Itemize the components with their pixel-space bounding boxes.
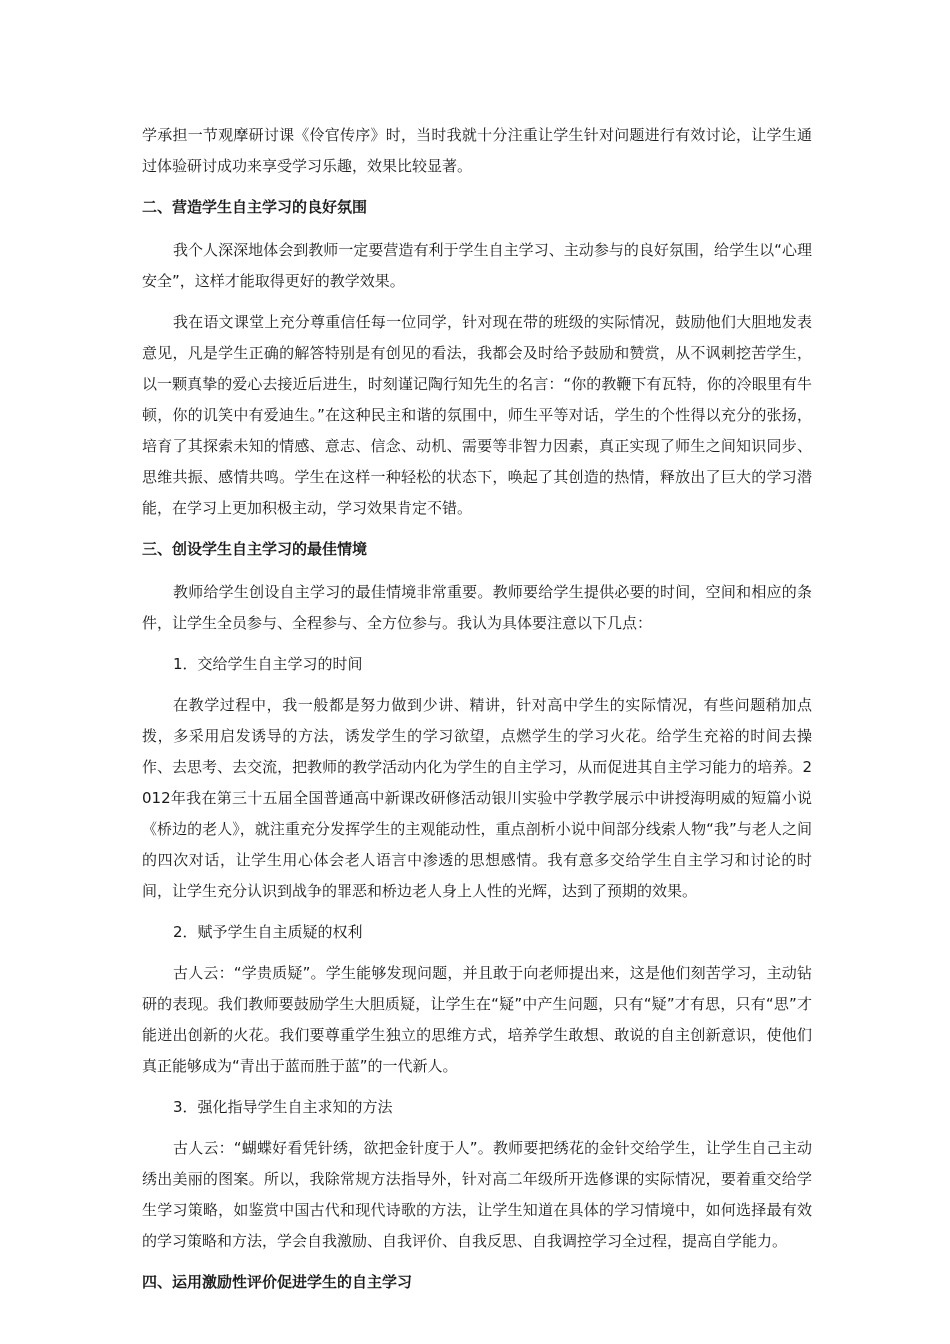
- section-heading-4: 四、运用激励性评价促进学生的自主学习: [142, 1273, 413, 1291]
- list-item-heading: 3．强化指导学生自主求知的方法: [173, 1098, 393, 1116]
- section-heading-3: 三、创设学生自主学习的最佳情境: [142, 540, 368, 558]
- paragraph: 我个人深深地体会到教师一定要营造有利于学生自主学习、主动参与的良好氛围，给学生以“心理安全”，这样才能取得更好的教学效果。: [142, 241, 812, 290]
- paragraph: 教师给学生创设自主学习的最佳情境非常重要。教师要给学生提供必要的时间，空间和相应的条件，让学生全员参与、全程参与、全方位参与。我认为具体要注意以下几点：: [142, 583, 812, 632]
- paragraph: 古人云：“蝴蝶好看凭针绣，欲把金针度于人”。教师要把绣花的金针交给学生，让学生自己主动绣出美丽的图案。所以，我除常规方法指导外，针对高二年级所开选修课的实际情况，要着重交给学生学习策略，如鉴赏中国古代和现代诗歌的方法，让学生知道在具体的学习情境中，如何选择最有效的学习策略和方法，学会自我激励、自我评价、自我反思、自我调控学习全过程，提高自学能力。: [142, 1139, 812, 1250]
- paragraph: 我在语文课堂上充分尊重信任每一位同学，针对现在带的班级的实际情况，鼓励他们大胆地发表意见，凡是学生正确的解答特别是有创见的看法，我都会及时给予鼓励和赞赏，从不讽刺挖苦学生，以一颗真挚的爱心去接近后进生，时刻谨记陶行知先生的名言：“你的教鞭下有瓦特，你的冷眼里有牛顿，你的讥笑中有爱迪生。”在这种民主和谐的氛围中，师生平等对话，学生的个性得以充分的张扬，培育了其探索未知的情感、意志、信念、动机、需要等非智力因素，真正实现了师生之间知识同步、思维共振、感情共鸣。学生在这样一种轻松的状态下，唤起了其创造的热情，释放出了巨大的学习潜能，在学习上更加积极主动，学习效果肯定不错。: [142, 313, 812, 517]
- paragraph: 古人云：“学贵质疑”。学生能够发现问题，并且敢于向老师提出来，这是他们刻苦学习，主动钻研的表现。我们教师要鼓励学生大胆质疑，让学生在“疑”中产生问题，只有“疑”才有思，只有“思”才能迸出创新的火花。我们要尊重学生独立的思维方式，培养学生敢想、敢说的自主创新意识，使他们真正能够成为“青出于蓝而胜于蓝”的一代新人。: [142, 964, 812, 1075]
- paragraph: 在教学过程中，我一般都是努力做到少讲、精讲，针对高中学生的实际情况，有些问题稍加点拨，多采用启发诱导的方法，诱发学生的学习欲望，点燃学生的学习火花。给学生充裕的时间去操作、去思考、去交流，把教师的教学活动内化为学生的自主学习，从而促进其自主学习能力的培养。2012年我在第三十五届全国普通高中新课改研修活动银川实验中学教学展示中讲授海明威的短篇小说《桥边的老人》，就注重充分发挥学生的主观能动性，重点剖析小说中间部分线索人物“我”与老人之间的四次对话，让学生用心体会老人语言中渗透的思想感情。我有意多交给学生自主学习和讨论的时间，让学生充分认识到战争的罪恶和桥边老人身上人性的光辉，达到了预期的效果。: [142, 696, 812, 900]
- list-item-heading: 2．赋予学生自主质疑的权利: [173, 923, 363, 941]
- document-body: [142, 120, 812, 1310]
- list-item-heading: 1．交给学生自主学习的时间: [173, 655, 363, 673]
- intro-paragraph: 学承担一节观摩研讨课《伶官传序》时，当时我就十分注重让学生针对问题进行有效讨论，让学生通过体验研讨成功来享受学习乐趣，效果比较显著。: [142, 126, 812, 175]
- section-heading-2: 二、营造学生自主学习的良好氛围: [142, 198, 368, 216]
